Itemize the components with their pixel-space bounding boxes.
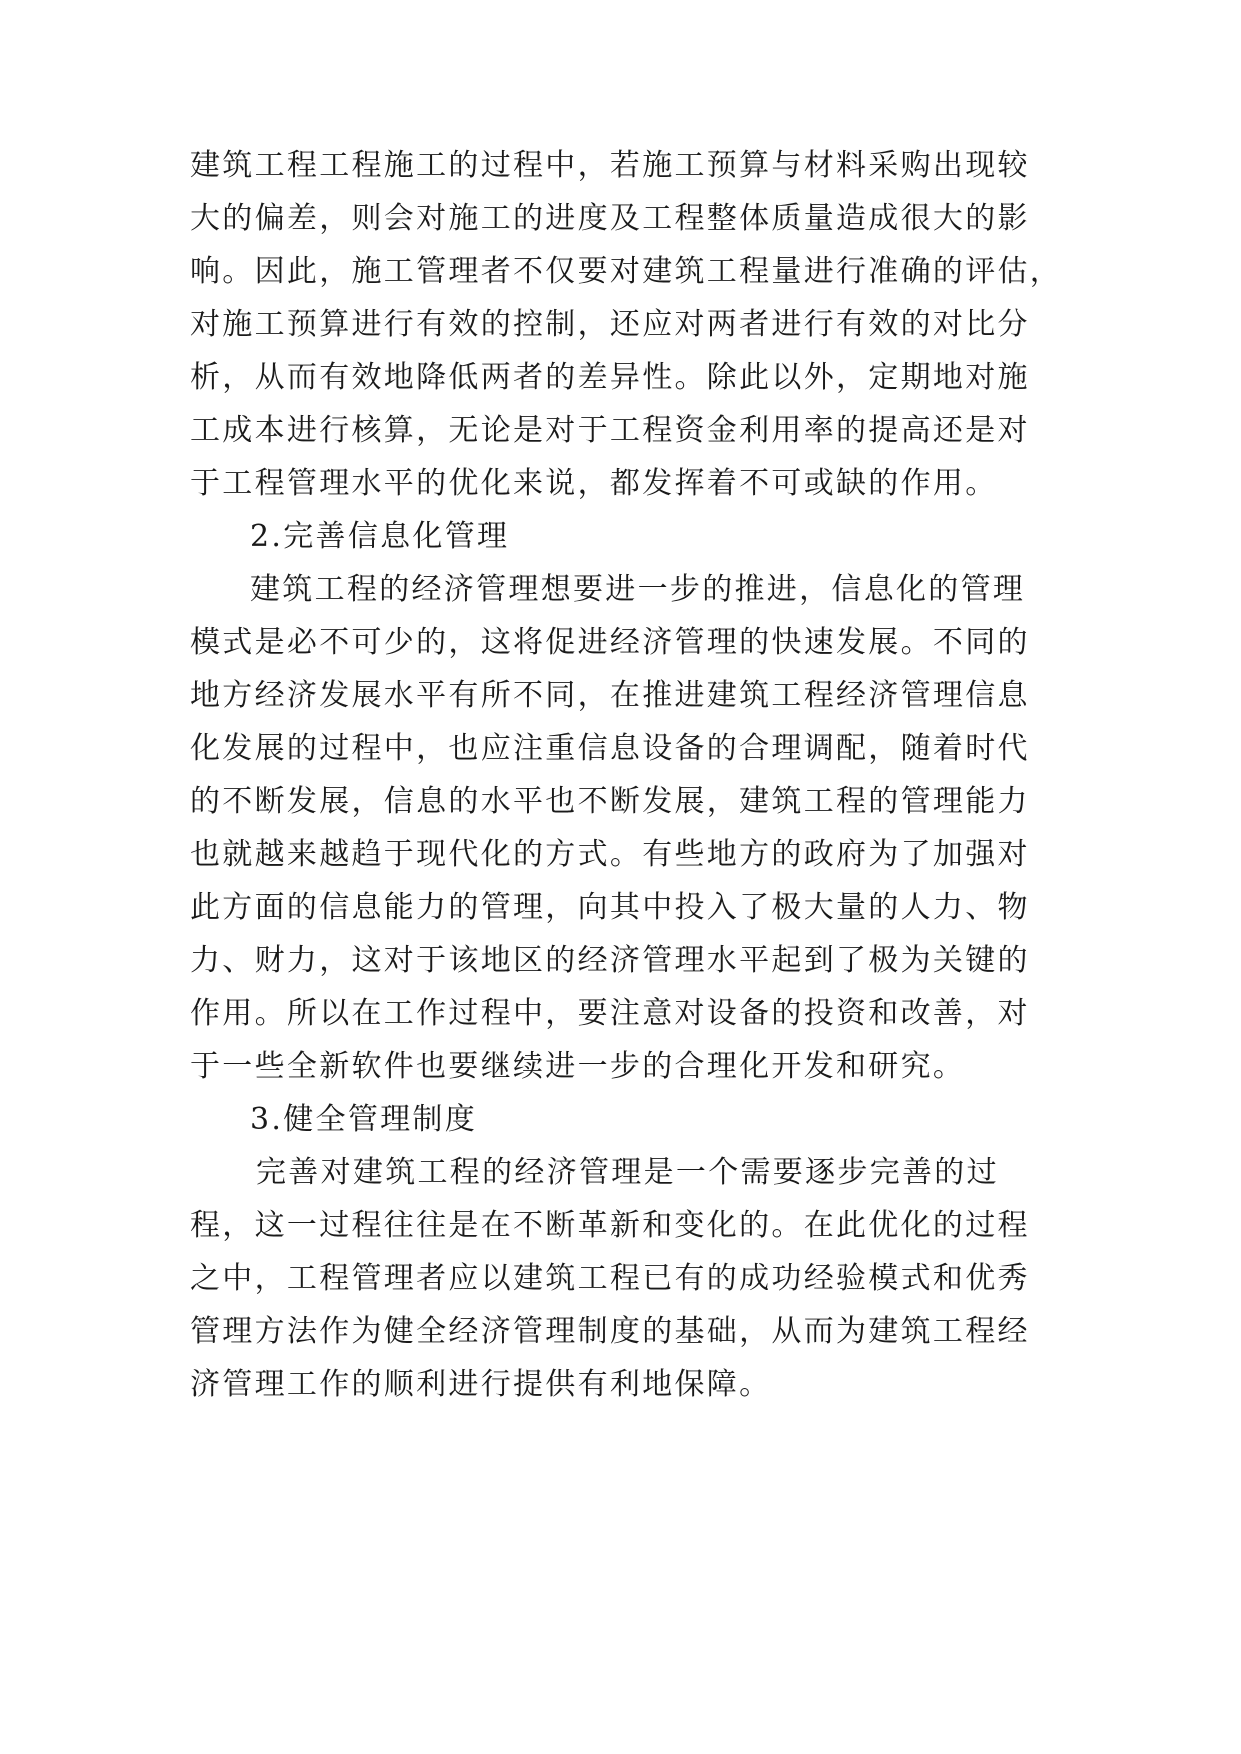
paragraph-2-line: 也就越来越趋于现代化的方式。有些地方的政府为了加强对 bbox=[190, 837, 1030, 872]
paragraph-1-line: 大的偏差，则会对施工的进度及工程整体质量造成很大的影 bbox=[190, 201, 1030, 236]
paragraph-2-line: 化发展的过程中，也应注重信息设备的合理调配，随着时代 bbox=[190, 731, 1030, 766]
paragraph-2-line: 于一些全新软件也要继续进一步的合理化开发和研究。 bbox=[190, 1049, 966, 1084]
paragraph-1-line: 工成本进行核算，无论是对于工程资金利用率的提高还是对 bbox=[190, 413, 1030, 448]
paragraph-3-line: 之中，工程管理者应以建筑工程已有的成功经验模式和优秀 bbox=[190, 1261, 1030, 1296]
paragraph-3-line: 程，这一过程往往是在不断革新和变化的。在此优化的过程 bbox=[190, 1208, 1030, 1243]
paragraph-1-line: 响。因此，施工管理者不仅要对建筑工程量进行准确的评估， bbox=[190, 254, 1063, 289]
section-heading-2: 2.完善信息化管理 bbox=[250, 519, 510, 554]
paragraph-2-line: 此方面的信息能力的管理，向其中投入了极大量的人力、物 bbox=[190, 890, 1030, 925]
paragraph-2-line: 地方经济发展水平有所不同，在推进建筑工程经济管理信息 bbox=[190, 678, 1030, 713]
paragraph-1-line: 对施工预算进行有效的控制，还应对两者进行有效的对比分 bbox=[190, 307, 1030, 342]
paragraph-3-line: 管理方法作为健全经济管理制度的基础，从而为建筑工程经 bbox=[190, 1314, 1030, 1349]
paragraph-1-line: 析，从而有效地降低两者的差异性。除此以外，定期地对施 bbox=[190, 360, 1030, 395]
paragraph-1-line: 建筑工程工程施工的过程中，若施工预算与材料采购出现较 bbox=[190, 148, 1030, 183]
paragraph-2-line: 模式是必不可少的，这将促进经济管理的快速发展。不同的 bbox=[190, 625, 1030, 660]
paragraph-1-line: 于工程管理水平的优化来说，都发挥着不可或缺的作用。 bbox=[190, 466, 998, 501]
paragraph-3-line: 济管理工作的顺利进行提供有利地保障。 bbox=[190, 1367, 772, 1402]
paragraph-2-line: 力、财力，这对于该地区的经济管理水平起到了极为关键的 bbox=[190, 943, 1030, 978]
paragraph-2-line: 建筑工程的经济管理想要进一步的推进，信息化的管理 bbox=[250, 572, 1026, 607]
section-heading-3: 3.健全管理制度 bbox=[250, 1102, 478, 1137]
paragraph-2-line: 的不断发展，信息的水平也不断发展，建筑工程的管理能力 bbox=[190, 784, 1030, 819]
paragraph-2-line: 作用。所以在工作过程中，要注意对设备的投资和改善，对 bbox=[190, 996, 1030, 1031]
paragraph-3-line: 完善对建筑工程的经济管理是一个需要逐步完善的过 bbox=[256, 1155, 999, 1190]
